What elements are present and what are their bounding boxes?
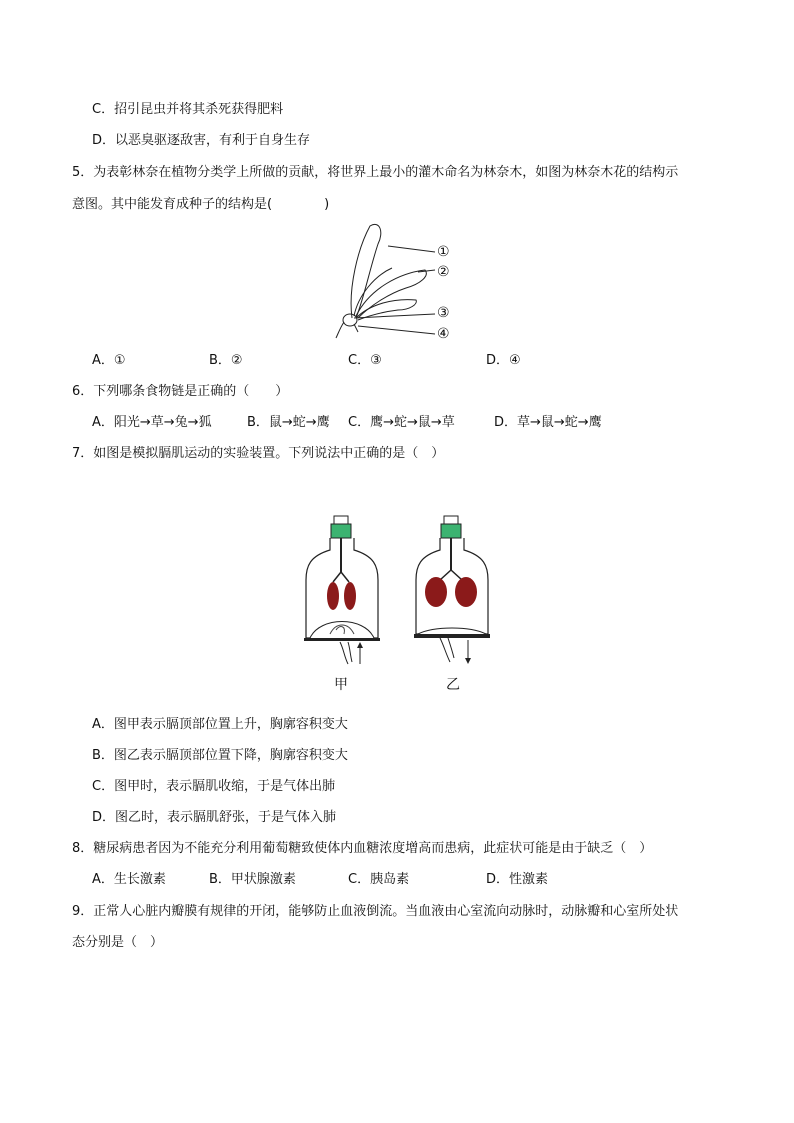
figure-label-jia: 甲 — [334, 677, 348, 693]
diaphragm-model-yi — [410, 516, 495, 666]
q8-option-b: B．甲状腺激素 — [209, 872, 296, 887]
q5-option-c: C．③ — [348, 353, 382, 368]
diaphragm-model-jia — [300, 516, 385, 666]
q4-option-d: D．以恶臭驱逐敌害，有利于自身生存 — [92, 133, 311, 148]
q6-stem: 6．下列哪条食物链是正确的（ ） — [72, 384, 289, 399]
q5-option-d: D．④ — [486, 353, 521, 368]
q6-option-d: D．草→鼠→蛇→鹰 — [494, 415, 602, 430]
q6-option-c: C．鹰→蛇→鼠→草 — [348, 415, 455, 430]
q4-option-c: C．招引昆虫并将其杀死获得肥料 — [92, 102, 284, 117]
q7-option-b: B．图乙表示膈顶部位置下降，胸廓容积变大 — [92, 748, 348, 763]
flower-label-1: ① — [437, 244, 450, 260]
q8-option-c: C．胰岛素 — [348, 872, 410, 887]
q7-stem: 7．如图是模拟膈肌运动的实验装置。下列说法中正确的是（ ） — [72, 446, 445, 461]
q8-option-d: D．性激素 — [486, 872, 549, 887]
q5-option-b: B．② — [209, 353, 243, 368]
q8-option-a: A．生长激素 — [92, 872, 166, 887]
q8-stem: 8．糖尿病患者因为不能充分利用葡萄糖致使体内血糖浓度增高而患病，此症状可能是由于缺乏（ ） — [72, 841, 653, 856]
q9-stem-line1: 9．正常人心脏内瓣膜有规律的开闭，能够防止血液倒流。当血液由心室流向动脉时，动脉瓣和心室所处状 — [72, 904, 679, 919]
figure-label-yi: 乙 — [446, 677, 460, 693]
flower-label-3: ③ — [437, 305, 450, 321]
flower-label-4: ④ — [437, 326, 450, 342]
flower-label-2: ② — [437, 264, 450, 280]
q7-option-d: D．图乙时，表示膈肌舒张，于是气体入肺 — [92, 810, 337, 825]
q6-option-b: B．鼠→蛇→鹰 — [247, 415, 330, 430]
q5-stem-line1: 5．为表彰林奈在植物分类学上所做的贡献，将世界上最小的灌木命名为林奈木，如图为林奈木花的结构示 — [72, 165, 679, 180]
q6-option-a: A．阳光→草→兔→狐 — [92, 415, 212, 430]
q7-option-a: A．图甲表示膈顶部位置上升，胸廓容积变大 — [92, 717, 348, 732]
q9-stem-line2: 态分别是（ ） — [72, 935, 164, 950]
q7-option-c: C．图甲时，表示膈肌收缩，于是气体出肺 — [92, 779, 336, 794]
q5-option-a: A．① — [92, 353, 126, 368]
q5-stem-line2: 意图。其中能发育成种子的结构是( ) — [72, 197, 330, 212]
